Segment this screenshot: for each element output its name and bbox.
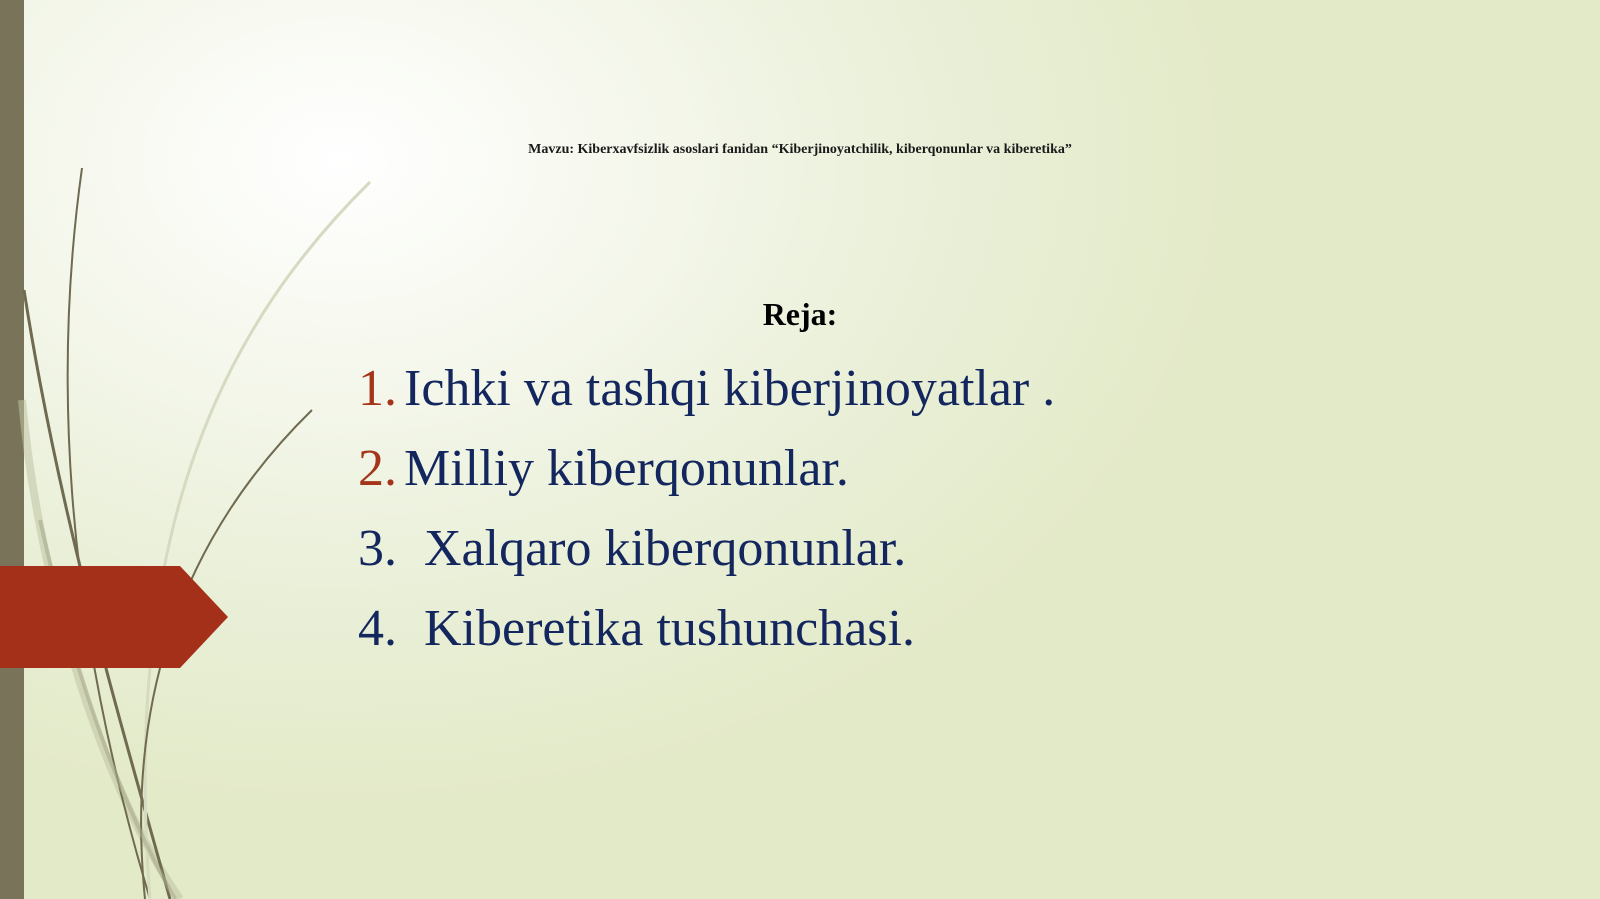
plan-item-1 [358,356,1055,436]
plan-item-number: 2. [358,440,397,497]
plan-item-3 [358,516,1055,596]
plan-item-2 [358,436,1055,516]
decorative-swoosh-lines [0,0,400,899]
plan-heading: Reja: [762,296,838,332]
plan-item-4 [358,596,1055,676]
plan-item-text: Xalqaro kiberqonunlar. [424,520,907,577]
plan-item-text: Milliy kiberqonunlar. [404,440,849,497]
plan-item-text: Ichki va tashqi kiberjinoyatlar . [404,360,1056,417]
plan-item-number: 3. [358,520,397,577]
slide-title: Mavzu: Kiberxavfsizlik asoslari fanidan “Kiberjinoyatchilik, kiberqonunlar va kiberetika” [528,142,1072,157]
plan-item-number: 1. [358,360,397,417]
plan-list [358,356,1055,676]
plan-item-number: 4. [358,600,397,657]
red-arrow-shape [0,566,228,668]
plan-item-text: Kiberetika tushunchasi. [424,600,915,657]
